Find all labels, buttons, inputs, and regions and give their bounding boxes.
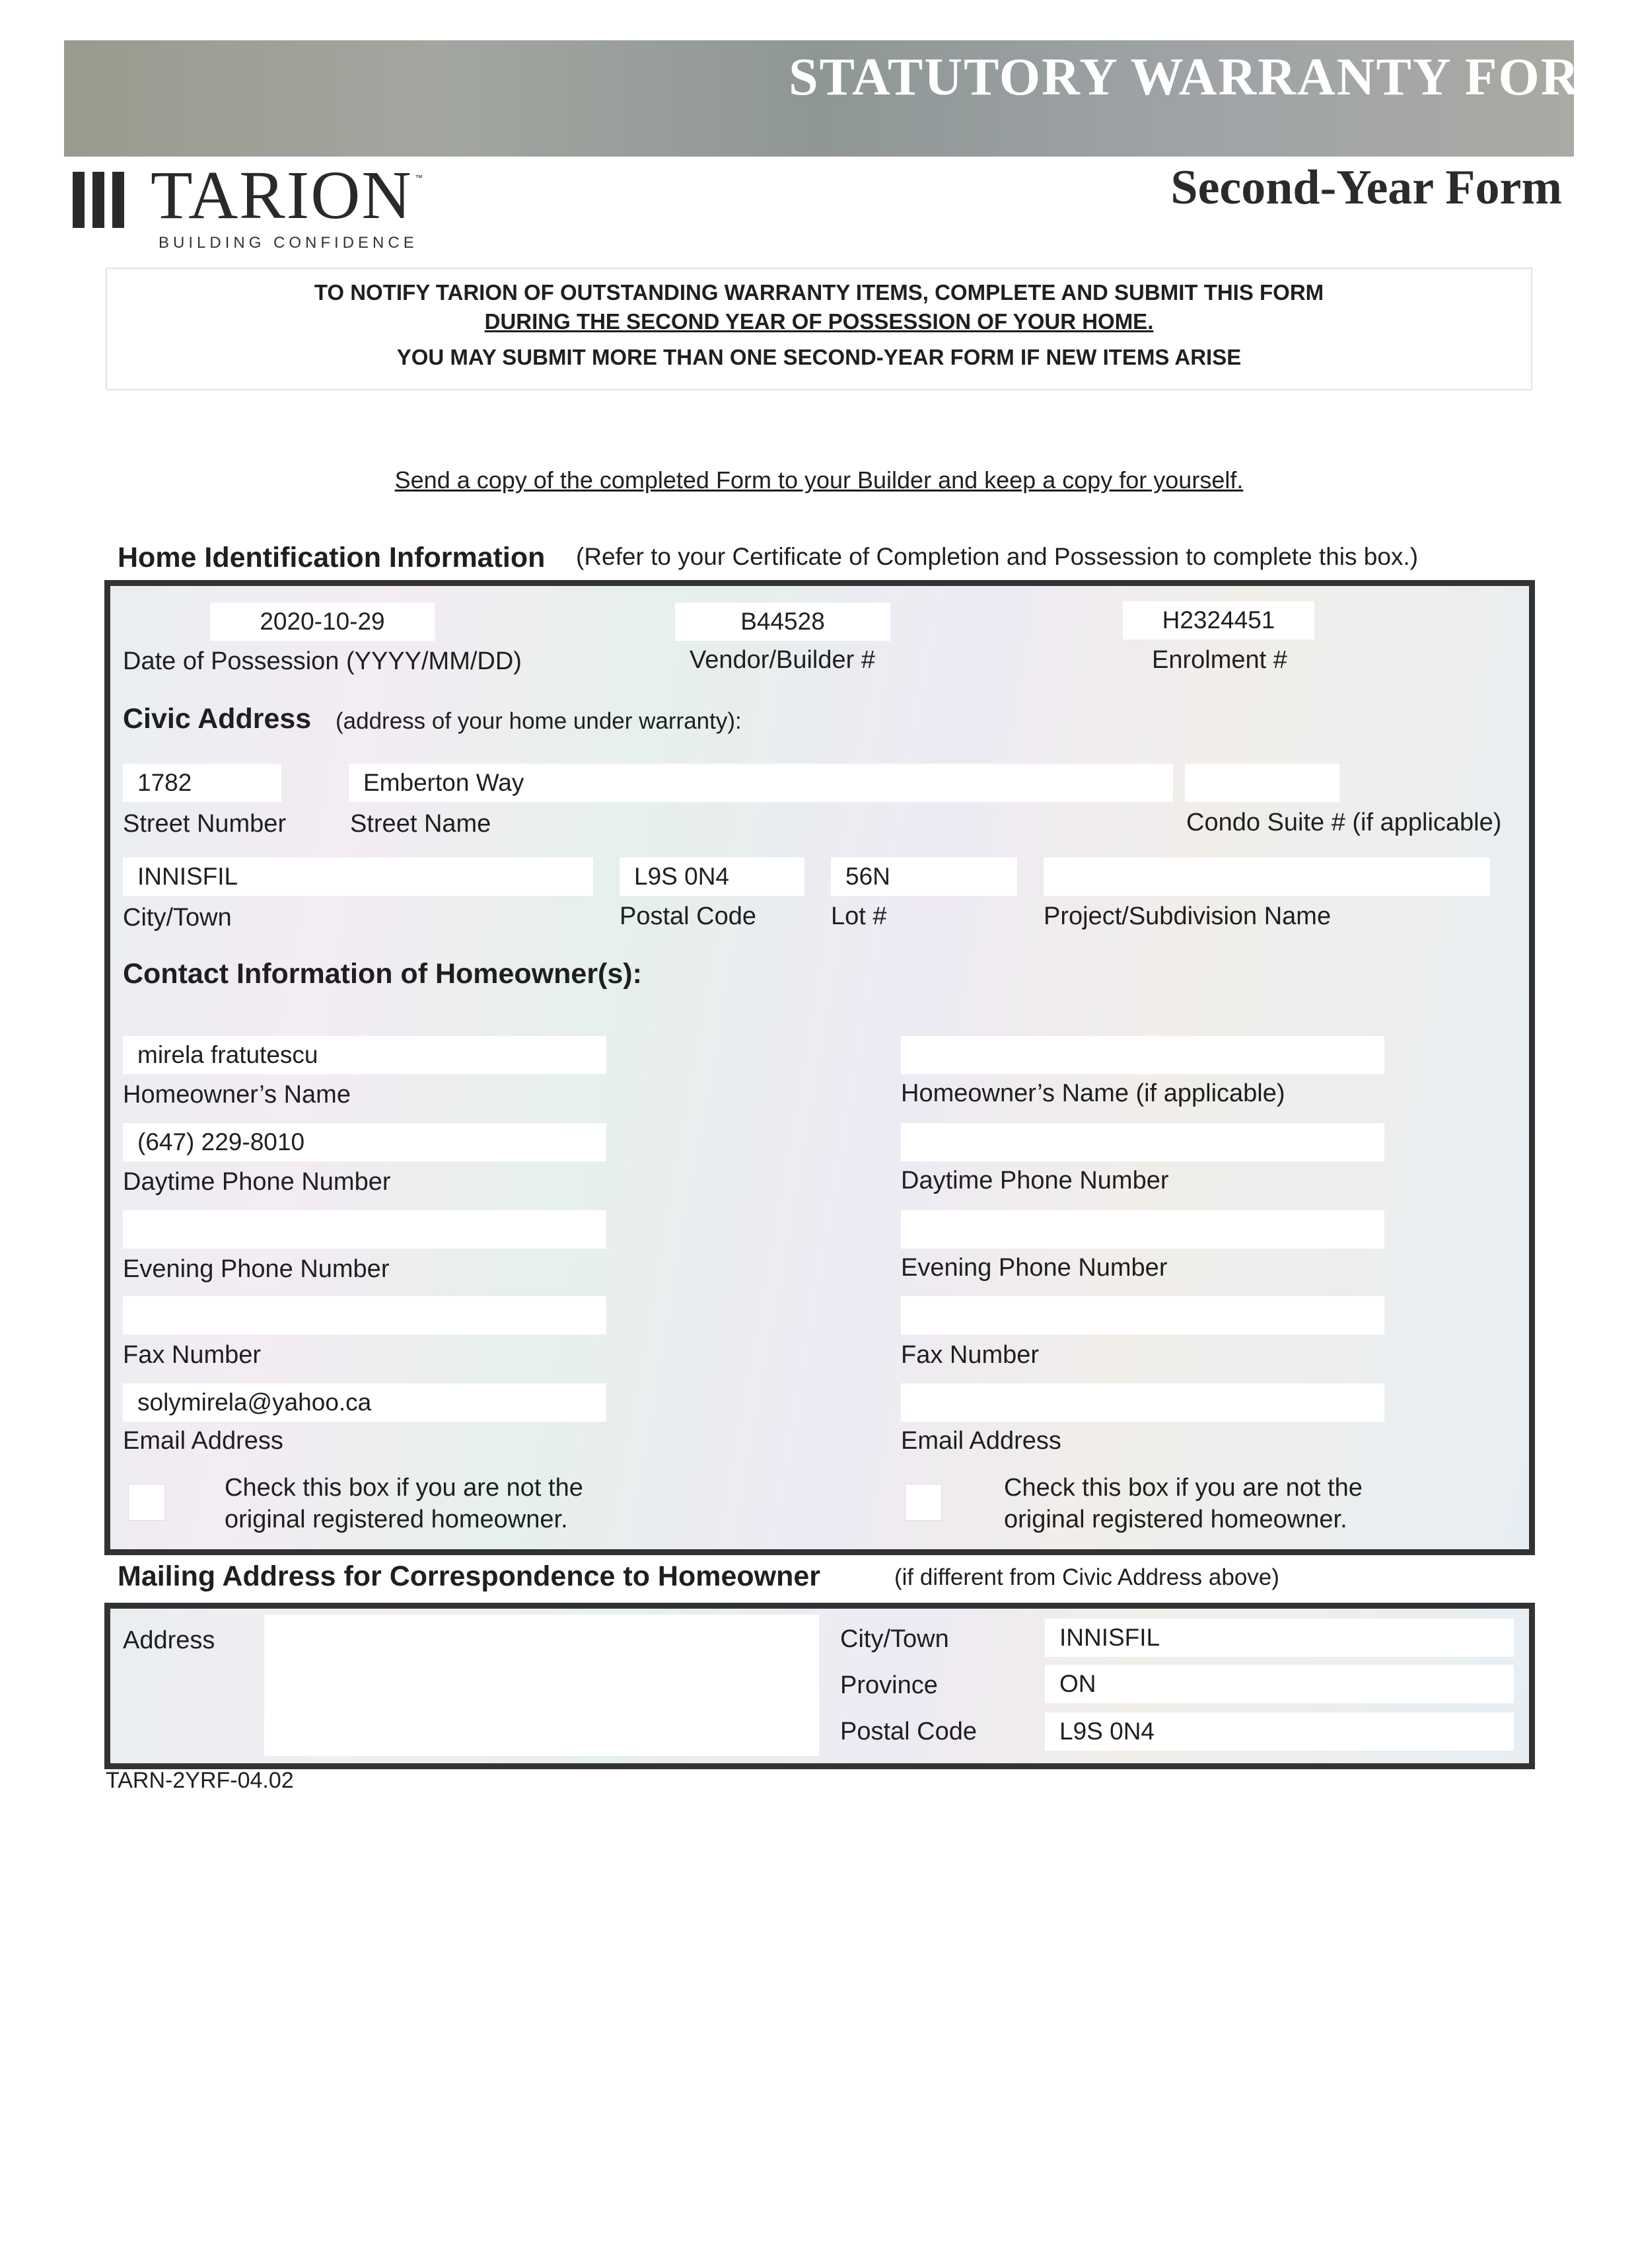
condo-suite-label: Condo Suite # (if applicable)	[1186, 809, 1502, 836]
lot-field[interactable]: 56N	[831, 858, 1017, 896]
project-subdivision-field[interactable]	[1044, 858, 1490, 896]
lot-label: Lot #	[831, 902, 887, 930]
owner2-daytime-phone-field[interactable]	[901, 1123, 1384, 1161]
owner1-checkbox-line-2: original registered homeowner.	[225, 1506, 568, 1533]
owner2-not-original-checkbox[interactable]	[905, 1484, 942, 1521]
postal-code-field[interactable]: L9S 0N4	[620, 858, 804, 896]
city-label: City/Town	[123, 904, 232, 932]
enrolment-field[interactable]: H2324451	[1123, 601, 1314, 640]
form-code: TARN-2YRF-04.02	[106, 1768, 294, 1793]
owner1-name-label: Homeowner’s Name	[123, 1081, 351, 1109]
owner2-checkbox-line-2: original registered homeowner.	[1004, 1506, 1347, 1533]
mailing-address-field[interactable]	[264, 1615, 819, 1756]
vendor-builder-field[interactable]: B44528	[675, 603, 890, 641]
mailing-postal-label: Postal Code	[840, 1718, 978, 1745]
owner2-evening-phone-field[interactable]	[901, 1210, 1384, 1249]
owner1-email-field[interactable]: solymirela@yahoo.ca	[123, 1383, 606, 1422]
street-number-field[interactable]: 1782	[123, 764, 281, 802]
owner1-daytime-phone-field[interactable]: (647) 229-8010	[123, 1123, 606, 1161]
owner1-evening-phone-field[interactable]	[123, 1210, 606, 1249]
mailing-province-label: Province	[840, 1671, 938, 1699]
instruction-text: Send a copy of the completed Form to your Builder and keep a copy for yourself.	[394, 466, 1244, 494]
contact-heading: Contact Information of Homeowner(s):	[123, 958, 642, 990]
project-subdivision-label: Project/Subdivision Name	[1044, 902, 1332, 930]
date-of-possession-field[interactable]: 2020-10-29	[210, 603, 435, 641]
logo-tagline: BUILDING CONFIDENCE	[159, 234, 418, 252]
street-number-label: Street Number	[123, 810, 287, 838]
owner2-fax-label: Fax Number	[901, 1341, 1040, 1369]
owner2-name-field[interactable]	[901, 1036, 1384, 1074]
owner1-not-original-checkbox[interactable]	[128, 1484, 165, 1521]
date-of-possession-label: Date of Possession (YYYY/MM/DD)	[123, 647, 522, 675]
civic-address-note: (address of your home under warranty):	[336, 708, 742, 734]
form-subtitle: Second-Year Form	[1170, 161, 1562, 215]
civic-address-heading: Civic Address	[123, 703, 312, 735]
form-title: STATUTORY WARRANTY FORM	[789, 48, 1631, 106]
owner1-daytime-phone-label: Daytime Phone Number	[123, 1168, 391, 1196]
owner1-checkbox-line-1: Check this box if you are not the	[225, 1474, 583, 1502]
owner1-evening-phone-label: Evening Phone Number	[123, 1255, 390, 1283]
owner1-email-label: Email Address	[123, 1427, 283, 1455]
mailing-postal-field[interactable]: L9S 0N4	[1045, 1712, 1514, 1751]
owner2-checkbox-label	[1004, 1472, 1466, 1535]
owner1-fax-label: Fax Number	[123, 1341, 262, 1369]
owner2-daytime-phone-label: Daytime Phone Number	[901, 1167, 1169, 1194]
owner1-name-field[interactable]: mirela fratutescu	[123, 1036, 606, 1074]
home-id-note: (Refer to your Certificate of Completion and Possession to complete this box.)	[576, 543, 1419, 570]
enrolment-label: Enrolment #	[1152, 646, 1287, 674]
owner1-checkbox-label	[225, 1472, 687, 1535]
owner2-fax-field[interactable]	[901, 1296, 1384, 1335]
mailing-note: (if different from Civic Address above)	[894, 1564, 1279, 1590]
logo-name: TARION	[151, 157, 413, 233]
home-id-heading: Home Identification Information	[118, 542, 546, 573]
notice-line-2: DURING THE SECOND YEAR OF POSSESSION OF YOUR HOME.	[484, 309, 1154, 334]
owner1-fax-field[interactable]	[123, 1296, 606, 1335]
vendor-builder-label: Vendor/Builder #	[690, 646, 875, 674]
street-name-label: Street Name	[350, 810, 491, 838]
street-name-field[interactable]: Emberton Way	[349, 764, 1173, 802]
mailing-address-label: Address	[123, 1627, 215, 1654]
notice-line-1: TO NOTIFY TARION OF OUTSTANDING WARRANTY ITEMS, COMPLETE AND SUBMIT THIS FORM	[314, 280, 1324, 305]
mailing-city-field[interactable]: INNISFIL	[1045, 1619, 1514, 1657]
logo-trademark: ™	[415, 173, 423, 182]
owner2-name-label: Homeowner’s Name (if applicable)	[901, 1079, 1285, 1107]
postal-code-label: Postal Code	[620, 902, 757, 930]
mailing-heading: Mailing Address for Correspondence to Homeowner	[118, 1560, 820, 1592]
tarion-logo-icon	[73, 172, 124, 228]
owner2-checkbox-line-1: Check this box if you are not the	[1004, 1474, 1363, 1502]
owner2-evening-phone-label: Evening Phone Number	[901, 1254, 1168, 1282]
mailing-province-field[interactable]: ON	[1045, 1665, 1514, 1703]
condo-suite-field[interactable]	[1185, 764, 1339, 802]
owner2-email-field[interactable]	[901, 1383, 1384, 1422]
mailing-city-label: City/Town	[840, 1625, 949, 1653]
notice-line-3: YOU MAY SUBMIT MORE THAN ONE SECOND-YEAR FORM IF NEW ITEMS ARISE	[396, 345, 1242, 369]
owner2-email-label: Email Address	[901, 1427, 1061, 1455]
city-field[interactable]: INNISFIL	[123, 858, 593, 896]
